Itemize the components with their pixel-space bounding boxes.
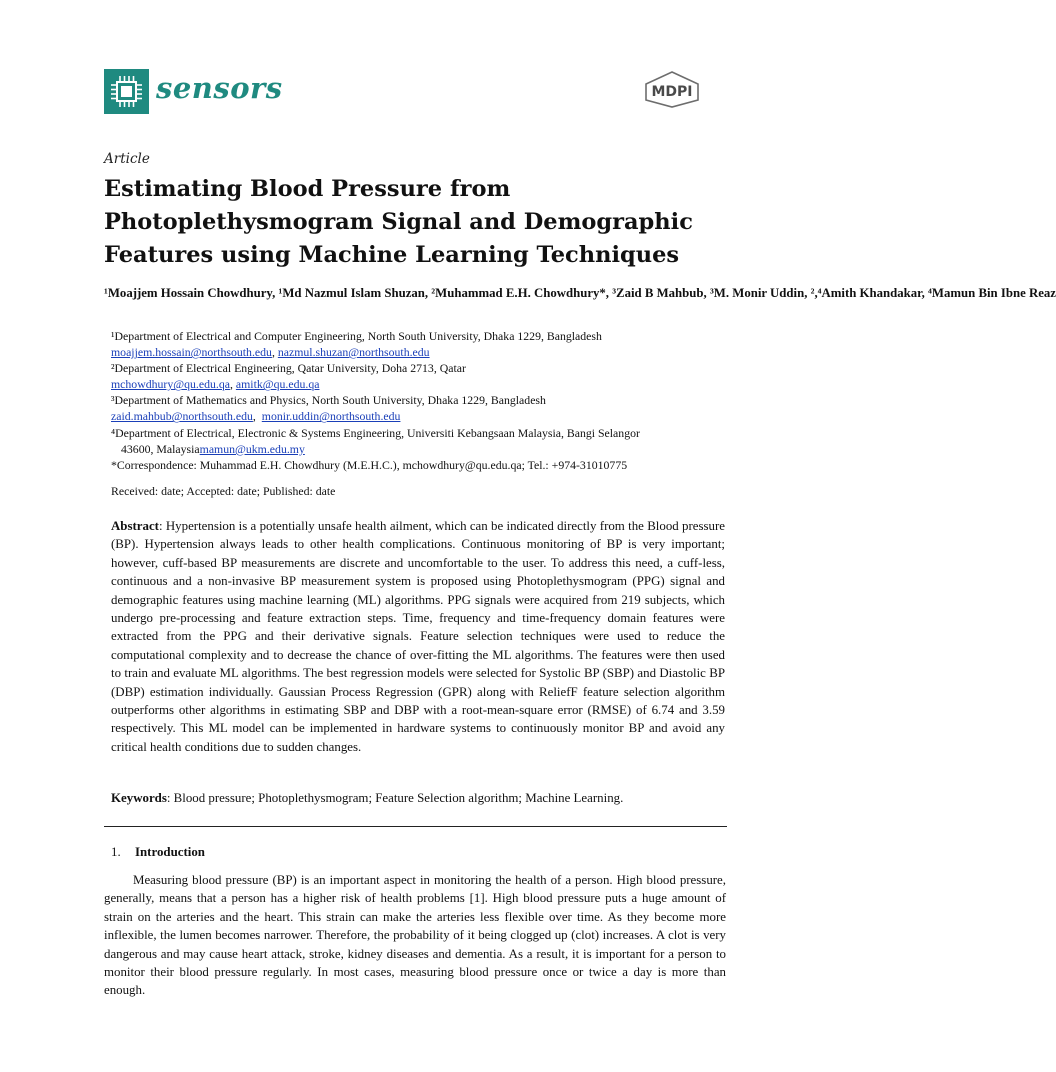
author: ²Muhammad E.H. Chowdhury*, [431, 286, 613, 300]
email-link[interactable]: amitk@qu.edu.qa [235, 377, 320, 392]
divider [104, 826, 727, 827]
email-link[interactable]: mamun@ukm.edu.my [199, 441, 305, 456]
body-paragraph: Measuring blood pressure (BP) is an important aspect in monitoring the health of a person. High blood pressure, generally, means that a person has a higher risk of health problems [1]. High blood pressure puts a huge amount of strain on the arteries and the heart. This strain can make the arteries less flexible over time. As they become more inflexible, the lumen becomes narrower. Therefore, the probability of it being clogged up (clot) increases. A clot is very dangerous and may cause heart attack, stroke, kidney diseases and dementia. As a result, it is important for a person to monitor their blood pressure regularly. In most cases, measuring blood pressure once or twice a day is more than enough. [104, 873, 726, 998]
publisher-name: MDPI [651, 84, 693, 100]
author: ¹Moajjem Hossain Chowdhury, [104, 286, 279, 300]
affiliation-4-cont: 43600, Malaysia [121, 441, 200, 456]
author: ²,⁴Amith Khandakar, [810, 286, 929, 300]
affiliation-4: ⁴Department of Electrical, Electronic & Systems Engineering, Universiti Kebangsaan Malaysia, Bangi Selangor [111, 425, 640, 440]
email-link[interactable]: monir.uddin@northsouth.edu [261, 409, 401, 424]
abstract-text: : Hypertension is a potentially unsafe health ailment, which can be indicated directly from the Blood pressure (BP). Hypertension always leads to other health complications. Continuous monitoring of BP is very important; however, cuff-based BP measurements are discrete and uncomfortable to the user. To address this need, a cuff-less, continuous and a non-invasive BP measurement system is proposed using Photoplethysmogram (PPG) signal and demographic features using machine learning (ML) algorithms. PPG signals were acquired from 219 subjects, which undergo pre-processing and feature extraction steps. Time, frequency and time-frequency domain features were extracted from the PPG and their derivative signals. Feature selection techniques were used to reduce the computational complexity and to decrease the chance of over-fitting the ML algorithms. The features were then used to train and evaluate ML algorithms. The best regression models were selected for Systolic BP (SBP) and Diastolic BP (DBP) estimation individually. Gaussian Process Regression (GPR) along with ReliefF feature selection algorithm outperforms other algorithms in estimating SBP and DBP with a root-mean-square error (RMSE) of 6.74 and 3.59 respectively. This ML model can be implemented in hardware systems to continuously monitor BP and avoid any critical health conditions due to sudden changes. [111, 519, 725, 754]
author-list [104, 283, 1056, 303]
section-title: Introduction [135, 845, 205, 859]
correspondence: *Correspondence: Muhammad E.H. Chowdhury (M.E.H.C.), mchowdhury@qu.edu.qa; Tel.: +974-31010775 [111, 457, 628, 472]
author: ³M. Monir Uddin, [709, 286, 811, 300]
publication-dates: Received: date; Accepted: date; Published: date [111, 484, 336, 498]
abstract [111, 517, 725, 756]
paper-title: Estimating Blood Pressure from Photoplethysmogram Signal and Demographic Features using Machine Learning Techniques [104, 176, 693, 268]
keywords-text: : Blood pressure; Photoplethysmogram; Feature Selection algorithm; Machine Learning. [166, 791, 624, 805]
journal-name: sensors [156, 71, 283, 105]
section-number: 1. [111, 845, 121, 859]
email-link[interactable]: moajjem.hossain@northsouth.edu [111, 345, 272, 360]
affiliation-1: ¹Department of Electrical and Computer Engineering, North South University, Dhaka 1229, Bangladesh [111, 329, 602, 343]
author: ⁴Mamun Bin Ibne Reaz [928, 286, 1056, 300]
keywords-label: Keywords [111, 791, 167, 805]
abstract-label: Abstract [111, 519, 159, 533]
affiliations: ¹Department of Electrical and Computer Engineering, North South University, Dhaka 1229, Bangladesh moajjem.hossain@northsouth.edu, nazmul.shuzan@northsouth.edu ²Department of Electrical Engineering, Qatar University, Doha 2713, Qatar mchowdhury@qu.edu.qa, amitk@qu.edu.qa ³Department of Mathematics and Physics, North South University, Dhaka 1229, Bangladesh zaid.mahbub@northsouth.edu, monir.uddin@northsouth.edu ⁴Department of Electrical, Electronic & Systems Engineering, Universiti Kebangsaan Malaysia, Bangi Selangor 43600, Malaysiamamun@ukm.edu.my *Correspondence: Muhammad E.H. Chowdhury (M.E.H.C.), mchowdhury@qu.edu.qa; Tel.: +974-31010775 [111, 328, 731, 473]
email-link[interactable]: zaid.mahbub@northsouth.edu [111, 409, 253, 424]
affiliation-2: ²Department of Electrical Engineering, Qatar University, Doha 2713, Qatar [111, 361, 466, 376]
affiliation-3: ³Department of Mathematics and Physics, North South University, Dhaka 1229, Bangladesh [111, 393, 546, 408]
email-link[interactable]: nazmul.shuzan@northsouth.edu [277, 345, 430, 360]
journal-logo-icon [104, 69, 149, 114]
section-heading [111, 845, 205, 860]
author: ³Zaid B Mahbub, [612, 286, 710, 300]
article-type: Article [104, 151, 150, 167]
publisher-logo [641, 70, 703, 108]
author: ¹Md Nazmul Islam Shuzan, [278, 286, 432, 300]
keywords [111, 789, 725, 807]
email-link[interactable]: mchowdhury@qu.edu.qa [111, 377, 230, 392]
